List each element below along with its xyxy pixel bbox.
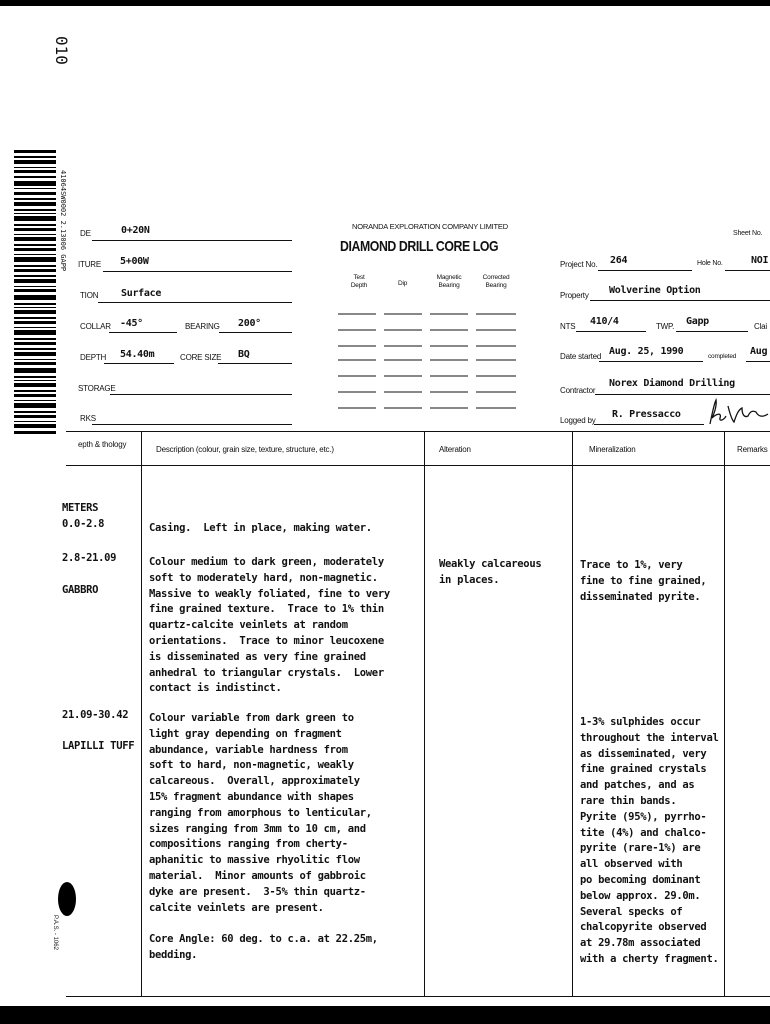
column-header-description: Description (colour, grain size, texture, structure, etc.) [156, 445, 334, 454]
field-label-rks: RKS [80, 414, 96, 423]
test-header-corrected: Corrected Bearing [482, 274, 510, 289]
test-header-magnetic: Magnetic Bearing [436, 274, 462, 289]
field-label-de: DE [80, 229, 91, 238]
field-label-tion: TION [80, 291, 99, 300]
column-divider-1 [141, 431, 142, 997]
column-header-depth: epth & thology [78, 440, 127, 449]
field-value-core-size: BQ [238, 349, 250, 360]
signature [702, 396, 770, 428]
field-label-depth: DEPTH [80, 353, 107, 362]
column-header-remarks: Remarks [737, 445, 768, 454]
field-value-tion: Surface [121, 288, 162, 299]
interval-3-depth: 21.09-30.42 [62, 709, 129, 721]
field-label-iture: ITURE [78, 260, 102, 269]
field-value-bearing: 200° [238, 318, 261, 329]
project-value: 264 [610, 255, 628, 266]
twp-label: TWP. [656, 322, 675, 331]
meters-label: METERS [62, 502, 99, 514]
hole-value: NOI [751, 255, 769, 266]
logged-label: Logged by [560, 416, 596, 425]
hole-label: Hole No. [697, 260, 723, 267]
document-title: DIAMOND DRILL CORE LOG [340, 238, 499, 255]
barcode-text: 41064SW0002 2.13006 GAPP [59, 170, 67, 272]
completed-value: Aug [750, 346, 768, 357]
interval-2-lithology: GABBRO [62, 584, 99, 596]
field-value-iture: 5+00W [120, 256, 149, 267]
scan-edge-top [0, 0, 770, 6]
property-value: Wolverine Option [609, 285, 701, 296]
nts-label: NTS [560, 322, 576, 331]
column-divider-2 [424, 431, 425, 997]
page-stamp: P.A.S. - 1062 [52, 915, 58, 950]
test-header-depth: Test Depth [350, 274, 368, 289]
project-label: Project No. [560, 260, 598, 269]
stamp-number: 010 [52, 36, 71, 65]
field-label-core-size: CORE SIZE [180, 353, 222, 362]
contractor-value: Norex Diamond Drilling [609, 378, 735, 389]
column-divider-4 [724, 431, 725, 997]
twp-value: Gapp [686, 316, 709, 327]
interval-3-description: Colour variable from dark green to light gray depending on fragment abundance, variable hardness from soft to hard, non-magnetic, weakly calcareous. Overall, approximately 15% fragment abundance with shapes ranging from amorphous to lenticular, sizes ranging from 3mm to 10 cm, and compositions ranging from cherty- aphanitic to massive rhyolitic flow material. Minor amounts of gabbroic dyke are present. 3-5% thin quartz- calcite veinlets are present. Core Angle: 60 deg. to c.a. at 22.25m, bedding. [149, 712, 378, 961]
date-started-label: Date started [560, 352, 602, 361]
date-started-value: Aug. 25, 1990 [609, 346, 684, 357]
column-divider-3 [572, 431, 573, 997]
scan-edge-bottom [0, 1006, 770, 1024]
interval-3-lithology: LAPILLI TUFF [62, 740, 135, 752]
interval-2-depth: 2.8-21.09 [62, 552, 117, 564]
nts-value: 410/4 [590, 316, 619, 327]
company-name: NORANDA EXPLORATION COMPANY LIMITED [352, 222, 508, 231]
field-label-collar: COLLAR [80, 322, 111, 331]
claim-label: Clai [754, 322, 767, 331]
field-value-depth: 54.40m [120, 349, 155, 360]
interval-1-depth: 0.0-2.8 [62, 518, 105, 530]
interval-2-alteration: Weakly calcareous in places. [439, 558, 542, 586]
column-header-mineralization: Mineralization [589, 445, 636, 454]
interval-2-description: Colour medium to dark green, moderately soft to moderately hard, non-magnetic. Massive to weakly foliated, fine to very fine grained texture. Trace to 1% thin quartz-calcite veinlets at random orientations. Trace to minor leucoxene is disseminated as very fine grained anhedral to triangular crystals. Lower contact is indistinct. [149, 556, 390, 695]
sheet-label: Sheet No. [733, 230, 763, 237]
completed-label: completed [708, 353, 737, 360]
contractor-label: Contractor [560, 386, 596, 395]
test-table-lines [336, 300, 520, 420]
punch-hole [58, 882, 76, 916]
interval-3-mineralization: 1-3% sulphides occur throughout the interval as disseminated, very fine grained crystals and patches, and as rare thin bands. Pyrite (95%), pyrrho- tite (4%) and chalco- pyrite (rare-1%) are all observed with po becoming dominant below approx. 29.0m. Several specks of chalcopyrite observed at 29.78m associated with a cherty fragment. [580, 716, 719, 965]
field-value-de: 0+20N [121, 225, 150, 236]
column-header-alteration: Alteration [439, 445, 471, 454]
barcode [14, 150, 58, 438]
logged-value: R. Pressacco [612, 409, 681, 420]
test-header-dip: Dip [398, 280, 408, 287]
interval-2-mineralization: Trace to 1%, very fine to fine grained, disseminated pyrite. [580, 559, 707, 603]
property-label: Property [560, 291, 589, 300]
interval-1-description: Casing. Left in place, making water. [149, 522, 372, 534]
field-label-bearing: BEARING [185, 322, 220, 331]
field-value-collar: -45° [120, 318, 143, 329]
field-label-storage: STORAGE [78, 384, 116, 393]
